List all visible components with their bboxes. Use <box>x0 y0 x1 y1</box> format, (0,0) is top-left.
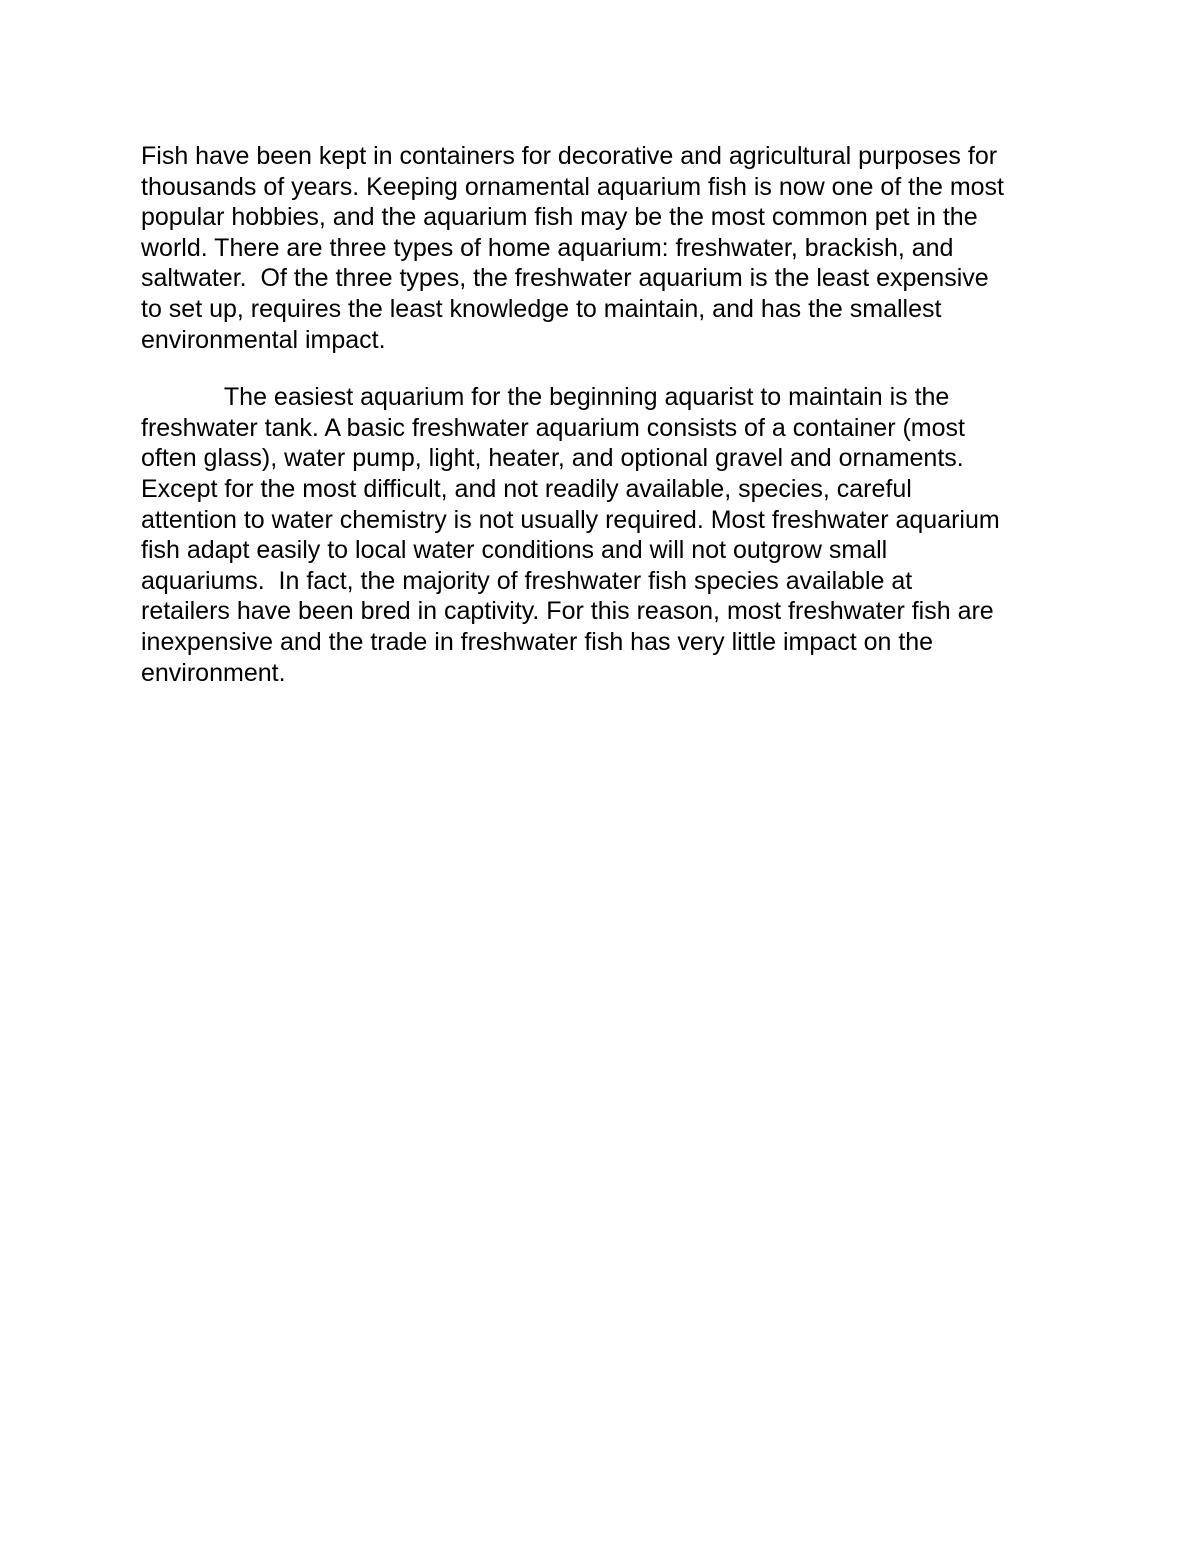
paragraph-line: Except for the most difficult, and not readily available, species, careful <box>141 474 912 503</box>
paragraph-line: Fish have been kept in containers for decorative and agricultural purposes for <box>141 142 998 170</box>
paragraph-2 <box>141 382 1081 688</box>
paragraph-line: environment. <box>141 658 286 687</box>
paragraph-line: environmental impact. <box>141 325 386 354</box>
paragraph-line: The easiest aquarium for the beginning aquarist to maintain is the <box>141 383 950 412</box>
paragraph-line: saltwater. Of the three types, the freshwater aquarium is the least expensive <box>141 264 989 293</box>
paragraph-1 <box>141 141 1081 355</box>
document-body <box>141 141 1081 688</box>
paragraph-line: attention to water chemistry is not usually required. Most freshwater aquarium <box>141 505 1000 534</box>
paragraph-line: thousands of years. Keeping ornamental aquarium fish is now one of the most <box>141 172 1005 201</box>
paragraph-line: inexpensive and the trade in freshwater fish has very little impact on the <box>141 627 934 656</box>
paragraph-line: often glass), water pump, light, heater, and optional gravel and ornaments. <box>141 444 964 473</box>
paragraph-line: to set up, requires the least knowledge to maintain, and has the smallest <box>141 294 942 323</box>
paragraph-line: retailers have been bred in captivity. For this reason, most freshwater fish are <box>141 597 994 626</box>
paragraph-spacer <box>141 355 1081 382</box>
paragraph-line: fish adapt easily to local water conditions and will not outgrow small <box>141 536 888 565</box>
paragraph-line: aquariums. In fact, the majority of freshwater fish species available at <box>141 566 913 595</box>
paragraph-line: freshwater tank. A basic freshwater aquarium consists of a container (most <box>141 413 965 442</box>
paragraph-line: world. There are three types of home aquarium: freshwater, brackish, and <box>141 233 954 262</box>
paragraph-line: popular hobbies, and the aquarium fish may be the most common pet in the <box>141 203 978 232</box>
